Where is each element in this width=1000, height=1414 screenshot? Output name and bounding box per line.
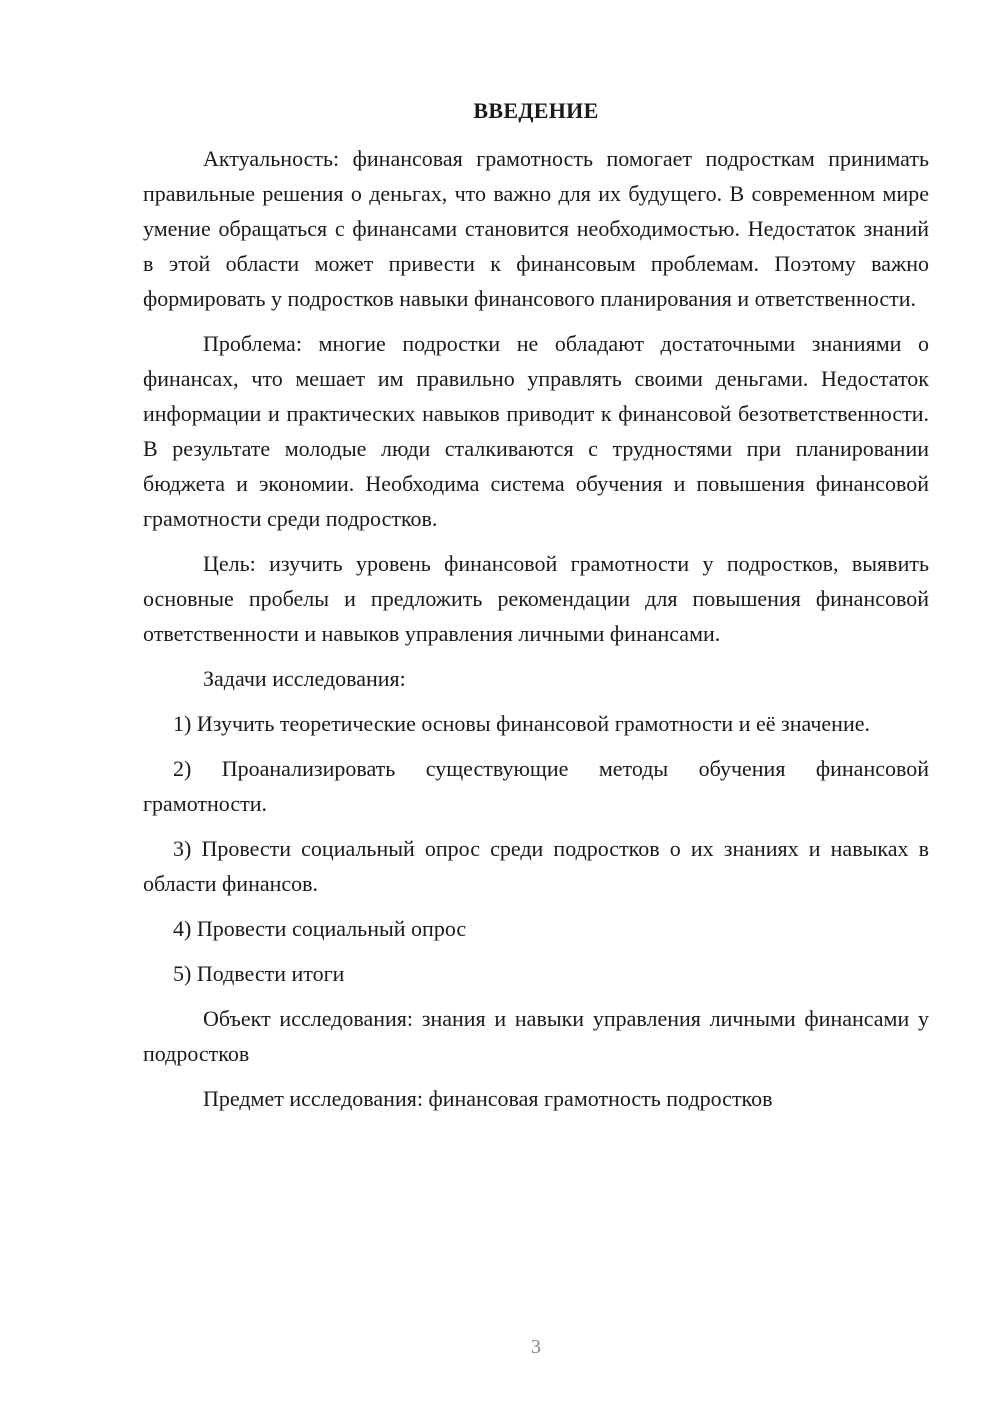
paragraph-problem: Проблема: многие подростки не обладают достаточными знаниями о финансах, что мешает им правильно управлять своими деньгами. Недостаток информации и практических навыков приводит к финансовой безответственности. В результате молодые люди сталкиваются с трудностями при планировании бюджета и экономии. Необходима система обучения и повышения финансовой грамотности среди подростков. — [143, 331, 929, 531]
page-title: ВВЕДЕНИЕ — [473, 98, 599, 123]
paragraph-object: Объект исследования: знания и навыки управления личными финансами у подростков — [143, 1006, 929, 1066]
page-number: 3 — [531, 1336, 541, 1358]
paragraph-relevance: Актуальность: финансовая грамотность помогает подросткам принимать правильные решения о деньгах, что важно для их будущего. В современном мире умение обращаться с финансами становится необходимостью. Недостаток знаний в этой области может привести к финансовым проблемам. Поэтому важно формировать у подростков навыки финансового планирования и ответственности. — [143, 146, 929, 311]
task-item-1: 1) Изучить теоретические основы финансовой грамотности и её значение. — [173, 711, 870, 736]
paragraph-goal: Цель: изучить уровень финансовой грамотности у подростков, выявить основные пробелы и предложить рекомендации для повышения финансовой ответственности и навыков управления личными финансами. — [143, 551, 929, 646]
tasks-heading: Задачи исследования: — [203, 666, 406, 691]
paragraph-subject: Предмет исследования: финансовая грамотность подростков — [203, 1086, 773, 1111]
task-item-4: 4) Провести социальный опрос — [173, 916, 467, 941]
task-item-5: 5) Подвести итоги — [173, 961, 345, 986]
task-item-3: 3) Провести социальный опрос среди подростков о их знаниях и навыках в области финансов. — [143, 836, 929, 896]
task-item-2: 2) Проанализировать существующие методы обучения финансовой грамотности. — [143, 756, 929, 816]
document-body — [143, 141, 929, 1126]
